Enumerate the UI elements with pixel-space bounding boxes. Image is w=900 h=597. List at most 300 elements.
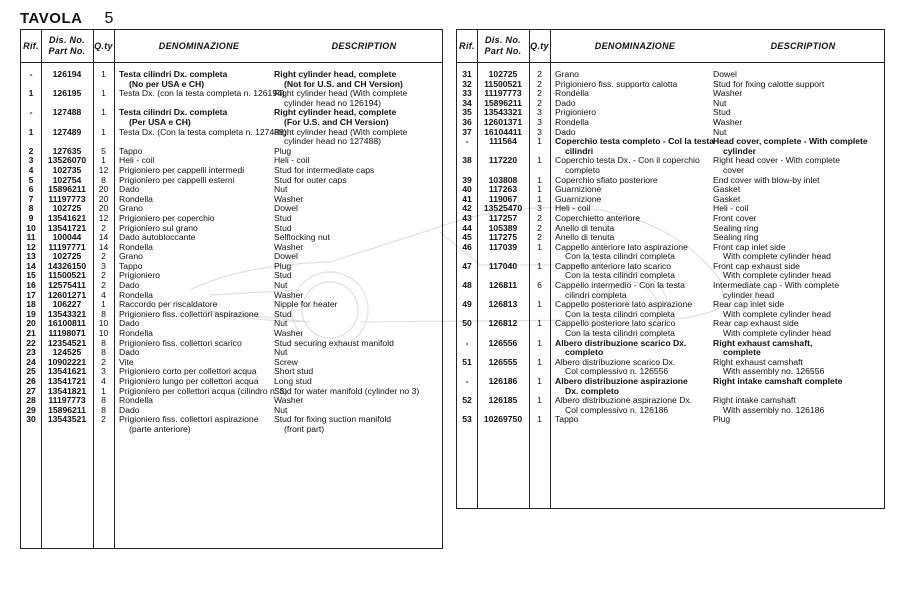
cell-denominazione-text: Vite bbox=[119, 356, 134, 367]
cell-denominazione-text: Prigioniero fiss. collettori scarico bbox=[119, 337, 242, 348]
cell-rif bbox=[457, 319, 477, 329]
table-row bbox=[457, 358, 884, 377]
cell-description-text: Stud bbox=[713, 107, 731, 118]
cell-qty-text: 1 bbox=[537, 299, 542, 310]
cell-denominazione-subtext: cilindri bbox=[565, 145, 594, 156]
cell-qty-text: 1 bbox=[537, 174, 542, 185]
cell-qty-text: 1 bbox=[537, 337, 542, 348]
cell-description-text: Stud bbox=[274, 212, 292, 223]
cell-denominazione bbox=[555, 396, 692, 415]
cell-rif-text: 35 bbox=[462, 107, 472, 118]
cell-denominazione-subtext: Col complessivo n. 126556 bbox=[565, 366, 669, 377]
cell-description-text: Washer bbox=[713, 116, 743, 127]
cell-rif-text: 47 bbox=[462, 260, 472, 271]
cell-description-text: Dowel bbox=[713, 69, 737, 79]
cell-description-text: Right intake camshaft bbox=[713, 395, 796, 406]
cell-qty-text: 2 bbox=[101, 251, 106, 262]
table-row bbox=[457, 214, 884, 224]
table-row bbox=[21, 195, 442, 205]
cell-description-text: Washer bbox=[274, 193, 304, 204]
cell-description-subtext: (Not for U.S. and CH Version) bbox=[284, 78, 403, 89]
cell-part-no-text: 13525470 bbox=[483, 203, 523, 214]
cell-denominazione-text: Dado bbox=[119, 347, 140, 358]
cell-rif bbox=[21, 89, 41, 99]
cell-denominazione-text: Grano bbox=[119, 203, 143, 214]
cell-rif-text: 17 bbox=[26, 289, 36, 300]
cell-description-text: Head cover, complete - With complete bbox=[713, 136, 868, 147]
cell-qty-text: 12 bbox=[98, 212, 109, 223]
cell-denominazione-text: Prigioniero per cappelli esterni bbox=[119, 174, 235, 185]
cell-description-text: Heli - coil bbox=[713, 203, 749, 214]
header-description: DESCRIPTION bbox=[331, 40, 397, 51]
cell-description-text: Right cylinder head (With complete bbox=[274, 126, 408, 137]
table-row bbox=[457, 300, 884, 319]
cell-part-no-text: 124525 bbox=[52, 347, 82, 358]
cell-denominazione-text: Testa cilindri Dx. completa bbox=[119, 69, 228, 79]
cell-qty bbox=[529, 300, 550, 310]
cell-qty-text: 12 bbox=[98, 164, 109, 175]
cell-description-subtext: (For U.S. and CH Version) bbox=[284, 116, 389, 127]
cell-part-no bbox=[477, 243, 529, 253]
cell-rif-text: 15 bbox=[26, 270, 36, 281]
cell-denominazione-text: Cappello posteriore lato scarico bbox=[555, 318, 676, 329]
table-row bbox=[457, 243, 884, 262]
cell-denominazione-text: Prigioniero lungo per collettori acqua bbox=[119, 376, 259, 386]
header-rif: Rif. bbox=[459, 40, 475, 51]
cell-part-no-text: 11500521 bbox=[48, 270, 86, 281]
table-row bbox=[21, 415, 442, 434]
cell-rif-text: 18 bbox=[26, 299, 36, 310]
cell-description-text: End cover with blow-by inlet bbox=[713, 174, 820, 185]
cell-description-text: Nut bbox=[274, 347, 288, 358]
cell-rif-text: 26 bbox=[26, 376, 36, 386]
cell-rif bbox=[457, 358, 477, 368]
table-row bbox=[457, 176, 884, 186]
cell-rif-text: 36 bbox=[462, 116, 472, 127]
cell-part-no-text: 11197773 bbox=[48, 395, 86, 406]
cell-denominazione-text: Rondella bbox=[555, 88, 589, 99]
cell-qty-text: 8 bbox=[101, 404, 106, 415]
cell-rif-text: - bbox=[29, 69, 33, 79]
cell-rif bbox=[457, 300, 477, 310]
cell-denominazione-subtext: Con la testa cilindri completa bbox=[565, 251, 675, 262]
cell-part-no bbox=[477, 319, 529, 329]
cell-description-text: Washer bbox=[274, 328, 304, 339]
cell-denominazione-text: Rondella bbox=[555, 116, 589, 127]
table-row bbox=[21, 339, 442, 349]
cell-description-text: Nut bbox=[713, 97, 727, 108]
cell-part-no-text: 12575411 bbox=[48, 280, 86, 291]
cell-part-no-text: 13541721 bbox=[47, 222, 87, 233]
cell-description bbox=[274, 70, 403, 89]
title-label: TAVOLA bbox=[20, 10, 83, 27]
cell-rif bbox=[457, 415, 477, 425]
cell-qty-text: 8 bbox=[101, 337, 106, 348]
cell-description-subtext: With complete cylinder head bbox=[723, 270, 831, 281]
cell-rif bbox=[457, 339, 477, 349]
cell-rif bbox=[457, 156, 477, 166]
cell-description-text: Sealing ring bbox=[713, 232, 759, 243]
cell-part-no-text: 100044 bbox=[52, 232, 82, 243]
cell-rif bbox=[457, 377, 477, 387]
cell-description bbox=[274, 108, 396, 127]
cell-description-subtext: (front part) bbox=[284, 423, 325, 434]
table-row bbox=[21, 243, 442, 253]
cell-part-no-text: 10902221 bbox=[47, 356, 87, 367]
cell-qty-text: 1 bbox=[101, 107, 106, 118]
header-qty: Q.ty bbox=[530, 40, 549, 51]
cell-denominazione-text: Rondella bbox=[119, 241, 153, 252]
cell-qty-text: 14 bbox=[98, 232, 109, 243]
cell-description-text: Rear cap inlet side bbox=[713, 299, 785, 310]
cell-description bbox=[713, 339, 812, 358]
cell-rif-text: 25 bbox=[26, 366, 36, 377]
cell-part-no-text: 16104411 bbox=[484, 126, 522, 137]
cell-qty-text: 1 bbox=[537, 260, 542, 271]
cell-description-subtext: cylinder bbox=[723, 145, 756, 156]
cell-qty bbox=[529, 339, 550, 349]
cell-part-no-text: 102725 bbox=[488, 69, 518, 79]
parts-table-left bbox=[20, 29, 443, 549]
cell-denominazione-text: Prigioniero per coperchio bbox=[119, 212, 215, 223]
cell-denominazione-text: Guarnizione bbox=[555, 193, 602, 204]
cell-denominazione-subtext: (No per USA e CH) bbox=[129, 78, 205, 89]
cell-qty-text: 6 bbox=[537, 280, 542, 291]
cell-qty-text: 4 bbox=[101, 289, 106, 300]
cell-denominazione-text: Prigioniero corto per collettori acqua bbox=[119, 366, 257, 377]
cell-description-subtext: With complete cylinder head bbox=[723, 251, 831, 262]
table-row bbox=[457, 224, 884, 234]
cell-description-subtext: With assembly no. 126186 bbox=[723, 404, 825, 415]
cell-part-no bbox=[477, 377, 529, 387]
cell-qty-text: 2 bbox=[101, 356, 106, 367]
cell-rif bbox=[21, 70, 41, 80]
cell-rif-text: 33 bbox=[462, 88, 472, 99]
cell-part-no-text: 13543521 bbox=[47, 414, 87, 425]
cell-denominazione-subtext: Col complessivo n. 126186 bbox=[565, 404, 669, 415]
cell-part-no bbox=[477, 339, 529, 349]
cell-qty-text: 2 bbox=[537, 69, 542, 79]
cell-part-no bbox=[41, 108, 93, 118]
cell-rif-text: 49 bbox=[462, 299, 472, 310]
cell-description bbox=[713, 281, 839, 300]
cell-description-text: Short stud bbox=[274, 366, 314, 377]
cell-part-no-text: 102754 bbox=[52, 174, 82, 185]
cell-denominazione-subtext: (Per USA e CH) bbox=[129, 116, 191, 127]
cell-denominazione-text: Testa Dx. (con la testa completa n. 126194) bbox=[119, 88, 285, 99]
cell-denominazione bbox=[119, 70, 227, 89]
cell-description-text: Stud securing exhaust manifold bbox=[274, 337, 394, 348]
cell-qty-text: 1 bbox=[537, 155, 542, 166]
cell-description-subtext: cover bbox=[723, 164, 745, 175]
cell-rif-text: 2 bbox=[28, 145, 34, 156]
cell-description-text: Right cylinder head (With complete bbox=[274, 88, 408, 99]
cell-part-no-text: 14326150 bbox=[47, 260, 87, 271]
cell-qty-text: 20 bbox=[98, 203, 109, 214]
cell-qty-text: 1 bbox=[537, 376, 542, 386]
cell-rif-text: 48 bbox=[462, 280, 472, 291]
cell-qty-text: 1 bbox=[101, 299, 106, 310]
cell-description-text: Heli - coil bbox=[274, 155, 310, 166]
parts-table-right bbox=[456, 29, 885, 509]
cell-description bbox=[713, 396, 824, 415]
cell-denominazione-text: Tappo bbox=[119, 260, 143, 271]
cell-denominazione bbox=[119, 128, 287, 138]
cell-qty bbox=[529, 319, 550, 329]
cell-rif-text: 27 bbox=[26, 385, 36, 396]
cell-rif-text: 7 bbox=[28, 193, 34, 204]
cell-part-no-text: 15896211 bbox=[48, 184, 86, 195]
cell-denominazione-text: Coperchio testa completo - Col la testa bbox=[555, 136, 715, 147]
cell-description bbox=[713, 137, 868, 156]
header-denominazione: DENOMINAZIONE bbox=[158, 40, 240, 51]
cell-denominazione bbox=[119, 89, 285, 99]
cell-qty-text: 1 bbox=[537, 193, 542, 204]
cell-part-no bbox=[477, 300, 529, 310]
cell-rif bbox=[457, 243, 477, 253]
cell-part-no-text: 12601371 bbox=[483, 116, 523, 127]
cell-rif-text: 23 bbox=[26, 347, 36, 358]
cell-denominazione-text: Prigioniero sul grano bbox=[119, 222, 198, 233]
cell-qty-text: 2 bbox=[537, 88, 542, 99]
cell-part-no-text: 117040 bbox=[488, 260, 518, 271]
cell-denominazione-text: Tappo bbox=[119, 145, 143, 156]
cell-part-no bbox=[41, 70, 93, 80]
cell-rif-text: 28 bbox=[26, 395, 36, 406]
cell-rif-text: 21 bbox=[26, 328, 36, 339]
cell-description-text: Nut bbox=[274, 184, 288, 195]
cell-part-no bbox=[41, 415, 93, 425]
cell-part-no-text: 126812 bbox=[488, 318, 518, 329]
cell-rif-text: 44 bbox=[462, 222, 472, 233]
cell-qty-text: 3 bbox=[101, 260, 106, 271]
cell-qty-text: 3 bbox=[537, 203, 542, 214]
cell-description bbox=[274, 128, 407, 147]
cell-rif-text: 29 bbox=[26, 404, 36, 415]
cell-denominazione-text: Grano bbox=[119, 251, 143, 262]
cell-qty bbox=[93, 415, 114, 425]
table-row bbox=[457, 396, 884, 415]
cell-description-text: Plug bbox=[274, 260, 292, 271]
table-row bbox=[21, 291, 442, 301]
cell-part-no-text: 117263 bbox=[488, 184, 518, 195]
cell-rif-text: 40 bbox=[462, 184, 472, 195]
cell-qty bbox=[529, 137, 550, 147]
cell-qty-text: 2 bbox=[101, 270, 106, 281]
cell-denominazione-text: Albero distribuzione aspirazione bbox=[555, 376, 688, 386]
cell-denominazione-text: Prigioniero per collettori acqua (cilindro n. 3) bbox=[119, 385, 288, 396]
cell-part-no-text: 126194 bbox=[52, 69, 82, 79]
cell-description-text: Gasket bbox=[713, 193, 741, 204]
cell-qty-text: 1 bbox=[101, 69, 106, 79]
cell-part-no-text: 10269750 bbox=[483, 414, 523, 425]
cell-rif-text: - bbox=[29, 107, 33, 118]
cell-part-no-text: 11197771 bbox=[48, 241, 86, 252]
cell-rif-text: 43 bbox=[462, 212, 472, 223]
cell-part-no bbox=[477, 281, 529, 291]
cell-description-subtext: cylinder head bbox=[723, 289, 775, 300]
cell-rif-text: 30 bbox=[26, 414, 36, 425]
cell-qty-text: 2 bbox=[101, 222, 106, 233]
cell-qty-text: 1 bbox=[101, 126, 106, 137]
table-row bbox=[21, 224, 442, 234]
cell-qty-text: 3 bbox=[537, 126, 542, 137]
cell-rif-text: 34 bbox=[462, 97, 472, 108]
cell-rif-text: 19 bbox=[26, 308, 36, 319]
cell-part-no-text: 13526070 bbox=[47, 155, 87, 166]
cell-denominazione-text: Prigioniero bbox=[555, 107, 597, 118]
cell-denominazione-text: Prigioniero per cappelli intermedi bbox=[119, 164, 245, 175]
cell-denominazione-text: Rondella bbox=[119, 328, 153, 339]
cell-denominazione-text: Tappo bbox=[555, 414, 579, 425]
page-title bbox=[20, 10, 114, 28]
cell-rif-text: 31 bbox=[462, 69, 472, 79]
cell-description-text: Stud for intermediate caps bbox=[274, 164, 375, 175]
cell-qty-text: 5 bbox=[101, 145, 106, 156]
cell-description-subtext: With complete cylinder head bbox=[723, 328, 831, 339]
table-row bbox=[457, 185, 884, 195]
cell-rif-text: 20 bbox=[26, 318, 36, 329]
table-row bbox=[21, 89, 442, 108]
cell-part-no-text: 106227 bbox=[52, 299, 82, 310]
cell-description-text: Stud bbox=[274, 222, 292, 233]
cell-description-text: Nipple for heater bbox=[274, 299, 338, 310]
header-part-no bbox=[41, 30, 93, 62]
cell-qty-text: 3 bbox=[101, 366, 106, 377]
cell-part-no-text: 126185 bbox=[488, 395, 518, 406]
cell-description bbox=[713, 358, 824, 377]
cell-part-no bbox=[477, 396, 529, 406]
cell-qty-text: 1 bbox=[101, 88, 106, 99]
table-header bbox=[21, 30, 442, 63]
table-row bbox=[457, 204, 884, 214]
cell-denominazione-text: Dado bbox=[555, 97, 576, 108]
cell-rif-text: 51 bbox=[462, 356, 472, 367]
cell-description-text: Right head cover - With complete bbox=[713, 155, 841, 166]
table-row bbox=[457, 377, 884, 396]
cell-qty-text: 3 bbox=[537, 107, 542, 118]
cell-description-text: Stud for outer caps bbox=[274, 174, 347, 185]
cell-part-no-text: 12601271 bbox=[47, 289, 87, 300]
cell-rif bbox=[21, 415, 41, 425]
cell-rif-text: 32 bbox=[462, 78, 472, 89]
cell-denominazione-subtext: Dx. completo bbox=[565, 385, 619, 396]
cell-rif bbox=[457, 137, 477, 147]
cell-qty bbox=[93, 128, 114, 138]
cell-denominazione-text: Cappello intermedio - Con la testa bbox=[555, 280, 685, 291]
cell-rif-text: 53 bbox=[462, 414, 472, 425]
cell-qty-text: 2 bbox=[537, 212, 542, 223]
cell-part-no-text: 127635 bbox=[52, 145, 82, 156]
header-part-line1: Dis. No. bbox=[485, 35, 521, 45]
cell-qty-text: 2 bbox=[537, 222, 542, 233]
cell-denominazione-text: Rondella bbox=[119, 193, 153, 204]
cell-rif bbox=[457, 262, 477, 272]
cell-part-no-text: 111564 bbox=[489, 136, 517, 147]
cell-denominazione-text: Cappello posteriore lato aspirazione bbox=[555, 299, 693, 310]
cell-part-no-text: 117257 bbox=[488, 212, 518, 223]
cell-description-subtext: With complete cylinder head bbox=[723, 308, 831, 319]
cell-qty bbox=[529, 156, 550, 166]
cell-rif-text: 39 bbox=[462, 174, 472, 185]
cell-qty-text: 20 bbox=[98, 193, 109, 204]
cell-denominazione bbox=[555, 281, 685, 300]
cell-description-text: Long stud bbox=[274, 376, 312, 386]
table-row bbox=[457, 319, 884, 338]
cell-part-no-text: 127488 bbox=[52, 107, 82, 118]
cell-qty bbox=[529, 358, 550, 368]
cell-denominazione-text: Anello di tenuta bbox=[555, 232, 615, 243]
cell-denominazione-text: Guarnizione bbox=[555, 184, 602, 195]
cell-part-no-text: 126195 bbox=[52, 88, 82, 99]
cell-qty bbox=[93, 70, 114, 80]
cell-description-text: Stud bbox=[274, 270, 292, 281]
cell-description-text: Right exhaust camshaft bbox=[713, 356, 803, 367]
cell-description-text: Washer bbox=[713, 88, 743, 99]
cell-qty-text: 4 bbox=[101, 376, 106, 386]
cell-qty-text: 10 bbox=[98, 318, 109, 329]
cell-denominazione-text: Rondella bbox=[119, 289, 153, 300]
cell-description-text: Stud for fixing calotte support bbox=[713, 78, 825, 89]
cell-qty-text: 10 bbox=[98, 328, 109, 339]
cell-denominazione bbox=[555, 300, 692, 319]
cell-part-no-text: 126813 bbox=[488, 299, 518, 310]
cell-qty-text: 1 bbox=[537, 414, 542, 425]
table-number: 5 bbox=[104, 10, 114, 27]
cell-denominazione-subtext: Con la testa cilindri completa bbox=[565, 308, 675, 319]
cell-description-text: Dowel bbox=[274, 203, 298, 214]
cell-denominazione-text: Heli - coil bbox=[119, 155, 155, 166]
cell-denominazione-text: Dado bbox=[119, 184, 140, 195]
cell-qty bbox=[529, 396, 550, 406]
cell-qty-text: 8 bbox=[101, 347, 106, 358]
cell-description bbox=[274, 415, 391, 434]
table-row bbox=[21, 108, 442, 127]
cell-part-no-text: 119067 bbox=[488, 193, 518, 204]
cell-part-no-text: 102725 bbox=[52, 251, 82, 262]
cell-qty-text: 1 bbox=[537, 184, 542, 195]
cell-description-text: Right cylinder head, complete bbox=[274, 107, 397, 118]
cell-description-text: Gasket bbox=[713, 184, 741, 195]
cell-description-text: Right exhaust camshaft, bbox=[713, 337, 813, 348]
cell-qty-text: 1 bbox=[537, 318, 542, 329]
cell-denominazione-text: Testa cilindri Dx. completa bbox=[119, 107, 228, 118]
cell-qty bbox=[529, 262, 550, 272]
cell-rif-text: 1 bbox=[28, 126, 34, 137]
cell-rif-text: 46 bbox=[462, 241, 472, 252]
cell-description bbox=[274, 339, 394, 349]
cell-rif-text: 45 bbox=[462, 232, 472, 243]
cell-qty-text: 1 bbox=[537, 136, 542, 147]
table-row bbox=[21, 128, 442, 147]
cell-description-text: Nut bbox=[274, 404, 288, 415]
cell-part-no-text: 13543321 bbox=[483, 107, 523, 118]
cell-part-no-text: 126186 bbox=[488, 376, 518, 386]
cell-denominazione-text: Dado bbox=[119, 318, 140, 329]
table-row bbox=[457, 339, 884, 358]
cell-denominazione bbox=[555, 243, 688, 262]
cell-denominazione-subtext: completo bbox=[565, 164, 600, 175]
cell-qty-text: 2 bbox=[537, 78, 542, 89]
cell-part-no-text: 11197773 bbox=[484, 88, 522, 99]
cell-part-no bbox=[477, 156, 529, 166]
cell-rif-text: 8 bbox=[28, 203, 34, 214]
cell-part-no-text: 15896211 bbox=[484, 97, 522, 108]
cell-denominazione bbox=[555, 137, 714, 156]
cell-rif bbox=[457, 396, 477, 406]
cell-description bbox=[713, 300, 831, 319]
cell-qty-text: 2 bbox=[537, 97, 542, 108]
